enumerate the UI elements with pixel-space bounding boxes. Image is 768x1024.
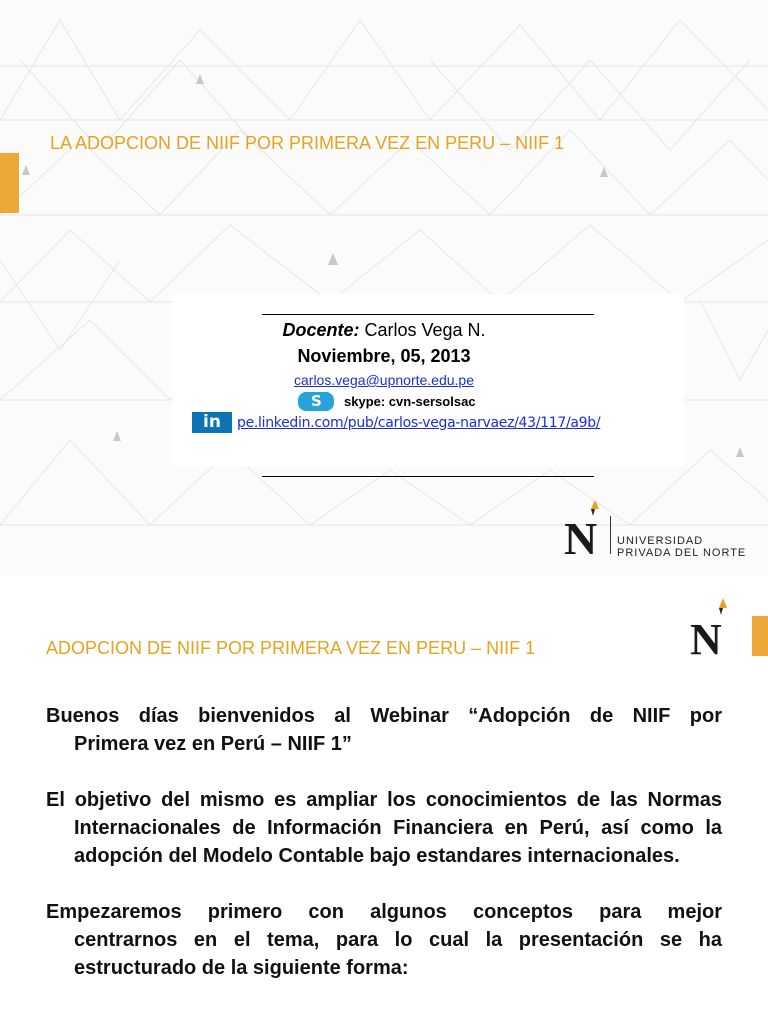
paragraph-line: centrarnos en el tema, para lo cual la presentación se ha bbox=[74, 929, 722, 951]
paragraph-line: Internacionales de Información Financiera en Perú, así como la bbox=[74, 817, 722, 839]
paragraph-line: El objetivo del mismo es ampliar los conocimientos de las Normas bbox=[46, 789, 722, 811]
svg-text:N: N bbox=[564, 513, 598, 558]
presentation-date: Noviembre, 05, 2013 bbox=[297, 346, 471, 366]
paragraph-line: adopción del Modelo Contable bajo estandares internacionales. bbox=[74, 845, 680, 867]
university-logo-small-icon bbox=[690, 598, 736, 660]
svg-text:N: N bbox=[690, 615, 722, 660]
university-name bbox=[617, 535, 746, 559]
paragraph-welcome bbox=[46, 702, 722, 758]
paragraph-line: estructurado de la siguiente forma: bbox=[74, 957, 409, 979]
docente-line bbox=[0, 320, 768, 341]
docente-label: Docente: bbox=[282, 320, 360, 340]
slide-title: LA ADOPCION DE NIIF POR PRIMERA VEZ EN PERU – NIIF 1 bbox=[50, 133, 565, 153]
email-link[interactable]: carlos.vega@upnorte.edu.pe bbox=[294, 372, 474, 388]
university-name-line2: PRIVADA DEL NORTE bbox=[617, 547, 747, 559]
logo-divider bbox=[610, 516, 611, 554]
divider-top bbox=[262, 314, 594, 315]
accent-bar-right bbox=[752, 616, 768, 656]
accent-bar bbox=[0, 153, 19, 213]
content-slide-title: ADOPCION DE NIIF POR PRIMERA VEZ EN PERU – NIIF 1 bbox=[46, 638, 536, 658]
skype-contact bbox=[298, 390, 476, 412]
paragraph-line: Primera vez en Perú – NIIF 1” bbox=[74, 733, 352, 755]
paragraph-line: Empezaremos primero con algunos conceptos para mejor bbox=[46, 901, 722, 923]
paragraph-structure bbox=[46, 898, 722, 982]
linkedin-icon: in bbox=[192, 412, 232, 433]
skype-icon: S bbox=[298, 392, 334, 411]
linkedin-contact bbox=[192, 412, 600, 433]
university-logo-icon bbox=[562, 500, 614, 558]
paragraph-line: Buenos días bienvenidos al Webinar “Adopción de NIIF por bbox=[46, 705, 722, 727]
paragraph-objective bbox=[46, 786, 722, 870]
linkedin-link[interactable]: pe.linkedin.com/pub/carlos-vega-narvaez/43/117/a9b/ bbox=[237, 414, 601, 431]
skype-label: skype: cvn-sersolsac bbox=[344, 393, 476, 409]
docente-name: Carlos Vega N. bbox=[359, 320, 486, 340]
divider-bottom bbox=[262, 476, 594, 477]
university-name-line1: UNIVERSIDAD bbox=[617, 535, 704, 547]
